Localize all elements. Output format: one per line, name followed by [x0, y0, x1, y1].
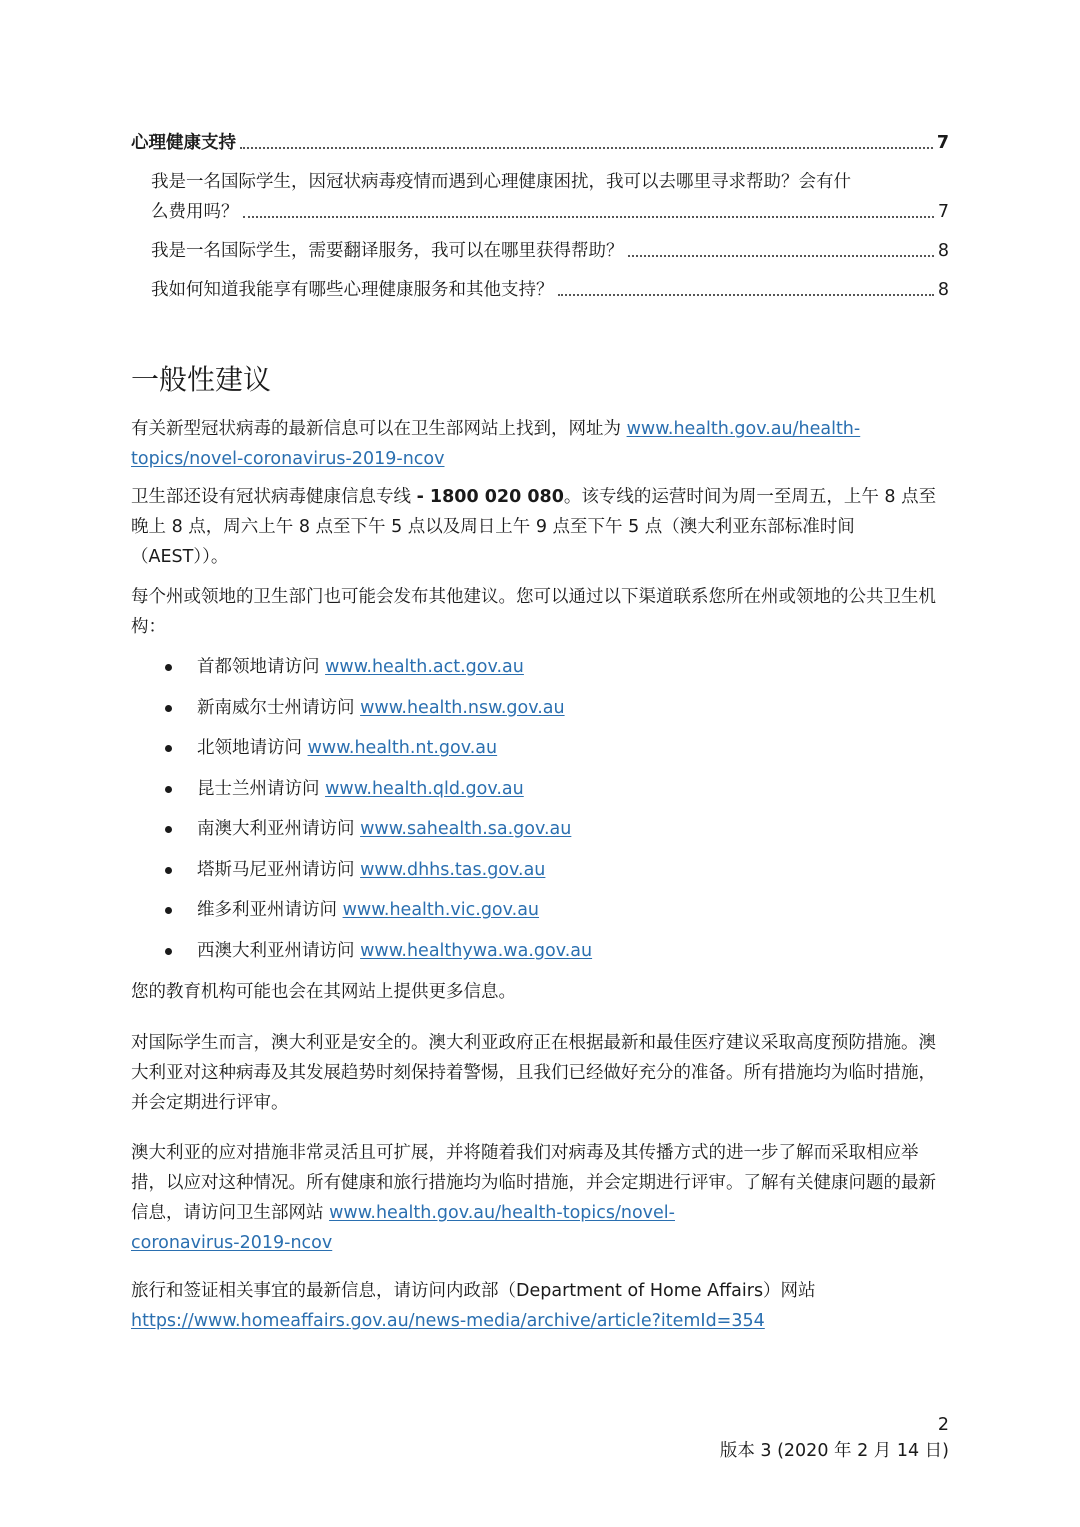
bullet-icon: [165, 907, 172, 914]
toc-subentry-3[interactable]: [151, 275, 949, 305]
state-label: 塔斯马尼亚州请访问: [197, 859, 361, 880]
toc-subentry-label: 我如何知道我能享有哪些心理健康服务和其他支持？: [151, 280, 554, 300]
state-health-link[interactable]: www.sahealth.sa.gov.au: [360, 819, 572, 839]
state-label: 首都领地请访问: [197, 657, 326, 677]
paragraph-travel-visa: [131, 1276, 949, 1336]
toc-entry-mental-health[interactable]: [131, 128, 949, 158]
toc-entry-page: 7: [936, 133, 949, 153]
paragraph-response: [131, 1138, 949, 1258]
state-health-link[interactable]: www.health.nsw.gov.au: [360, 697, 565, 718]
bullet-icon: [165, 745, 172, 752]
list-item: [131, 693, 949, 734]
version-date: 版本 3 (2020 年 2 月 14 日): [719, 1441, 949, 1461]
paragraph-text: 澳大利亚的应对措施非常灵活且可扩展，并将随着我们对病毒及其传播方式的进一步了解而采取相应举措，以应对这种情况。所有健康和旅行措施均为临时措施，并会定期进行评审。了解有关健康问题的最新信息，请访问卫生部网站: [131, 1143, 936, 1223]
paragraph-text: 。该专线的运营时间为周一至周五，上午 8 点至晚上 8 点，周六上午 8 点至下午 5 点以及周日上午 9 点至下午 5 点（澳大利亚东部标准时间（AEST））。: [131, 487, 937, 567]
paragraph-state-advice: [131, 582, 949, 642]
state-label: 西澳大利亚州请访问: [197, 940, 361, 961]
toc-leader-dots: [558, 294, 934, 296]
state-health-link[interactable]: www.health.nt.gov.au: [307, 738, 498, 758]
bullet-icon: [165, 786, 172, 793]
bullet-icon: [165, 664, 172, 671]
paragraph-text: 每个州或领地的卫生部门也可能会发布其他建议。您可以通过以下渠道联系您所在州或领地的公共卫生机构：: [131, 587, 936, 637]
list-item: [131, 936, 949, 977]
state-health-link[interactable]: www.health.act.gov.au: [325, 657, 524, 677]
state-health-link[interactable]: www.health.vic.gov.au: [342, 900, 540, 920]
bullet-icon: [165, 826, 172, 833]
toc-subentry-1[interactable]: [151, 167, 949, 227]
paragraph-hotline: [131, 482, 949, 572]
state-label: 维多利亚州请访问: [197, 900, 343, 920]
health-website-link-continued[interactable]: topics/novel-coronavirus-2019-ncov: [131, 449, 445, 469]
toc-subentry-label-line2: 么费用吗？: [151, 202, 239, 222]
list-item: [131, 814, 949, 855]
list-item: [131, 895, 949, 936]
health-topics-link-continued[interactable]: coronavirus-2019-ncov: [131, 1233, 333, 1253]
list-item: [131, 652, 949, 693]
toc-leader-dots: [240, 147, 933, 149]
state-health-link[interactable]: www.healthywa.wa.gov.au: [360, 940, 593, 961]
health-topics-link[interactable]: www.health.gov.au/health-topics/novel-: [329, 1203, 675, 1223]
section-heading: 一般性建议: [131, 363, 272, 396]
list-item: [131, 774, 949, 815]
health-website-link[interactable]: www.health.gov.au/health-: [626, 419, 861, 439]
toc-subentry-page: 8: [937, 241, 949, 261]
state-label: 新南威尔士州请访问: [197, 697, 361, 718]
state-health-links-list: [131, 652, 949, 976]
toc-leader-dots: [243, 216, 934, 218]
toc-subentry-2[interactable]: [151, 236, 949, 266]
list-item: [131, 733, 949, 774]
toc-subentry-page: 7: [937, 202, 949, 222]
state-label: 昆士兰州请访问: [197, 778, 326, 799]
paragraph-text: 旅行和签证相关事宜的最新信息，请访问内政部（Department of Home Affairs）网站: [131, 1281, 816, 1301]
toc-subentry-label-line1: 我是一名国际学生，因冠状病毒疫情而遇到心理健康困扰，我可以去哪里寻求帮助？会有什: [151, 172, 851, 192]
list-item: [131, 855, 949, 896]
paragraph-text: 卫生部还设有冠状病毒健康信息专线: [131, 487, 417, 507]
state-label: 北领地请访问: [197, 738, 308, 758]
toc-subentry-label: 我是一名国际学生，需要翻译服务，我可以在哪里获得帮助？: [151, 241, 624, 261]
toc-entry-label: 心理健康支持: [131, 133, 236, 153]
state-label: 南澳大利亚州请访问: [197, 819, 361, 839]
toc-leader-dots: [628, 255, 934, 257]
state-health-link[interactable]: www.health.qld.gov.au: [325, 778, 524, 799]
page-number: 2: [937, 1415, 949, 1435]
document-page: [131, 0, 949, 1527]
home-affairs-link[interactable]: https://www.homeaffairs.gov.au/news-media/archive/article?itemId=354: [131, 1311, 765, 1331]
paragraph-text: 有关新型冠状病毒的最新信息可以在卫生部网站上找到，网址为: [131, 419, 627, 439]
state-health-link[interactable]: www.dhhs.tas.gov.au: [360, 859, 546, 880]
bullet-icon: [165, 705, 172, 712]
paragraph-safety: [131, 1028, 949, 1118]
paragraph-health-info: [131, 414, 949, 474]
bullet-icon: [165, 867, 172, 874]
toc-subentry-page: 8: [937, 280, 949, 300]
bullet-icon: [165, 948, 172, 955]
paragraph-text: 您的教育机构可能也会在其网站上提供更多信息。: [131, 982, 516, 1002]
paragraph-institution-info: [131, 977, 949, 1007]
paragraph-text: 对国际学生而言，澳大利亚是安全的。澳大利亚政府正在根据最新和最佳医疗建议采取高度预防措施。澳大利亚对这种病毒及其发展趋势时刻保持着警惕，且我们已经做好充分的准备。所有措施均为临时措施，并会定期进行评审。: [131, 1033, 936, 1113]
hotline-number: - 1800 020 080: [416, 487, 564, 507]
